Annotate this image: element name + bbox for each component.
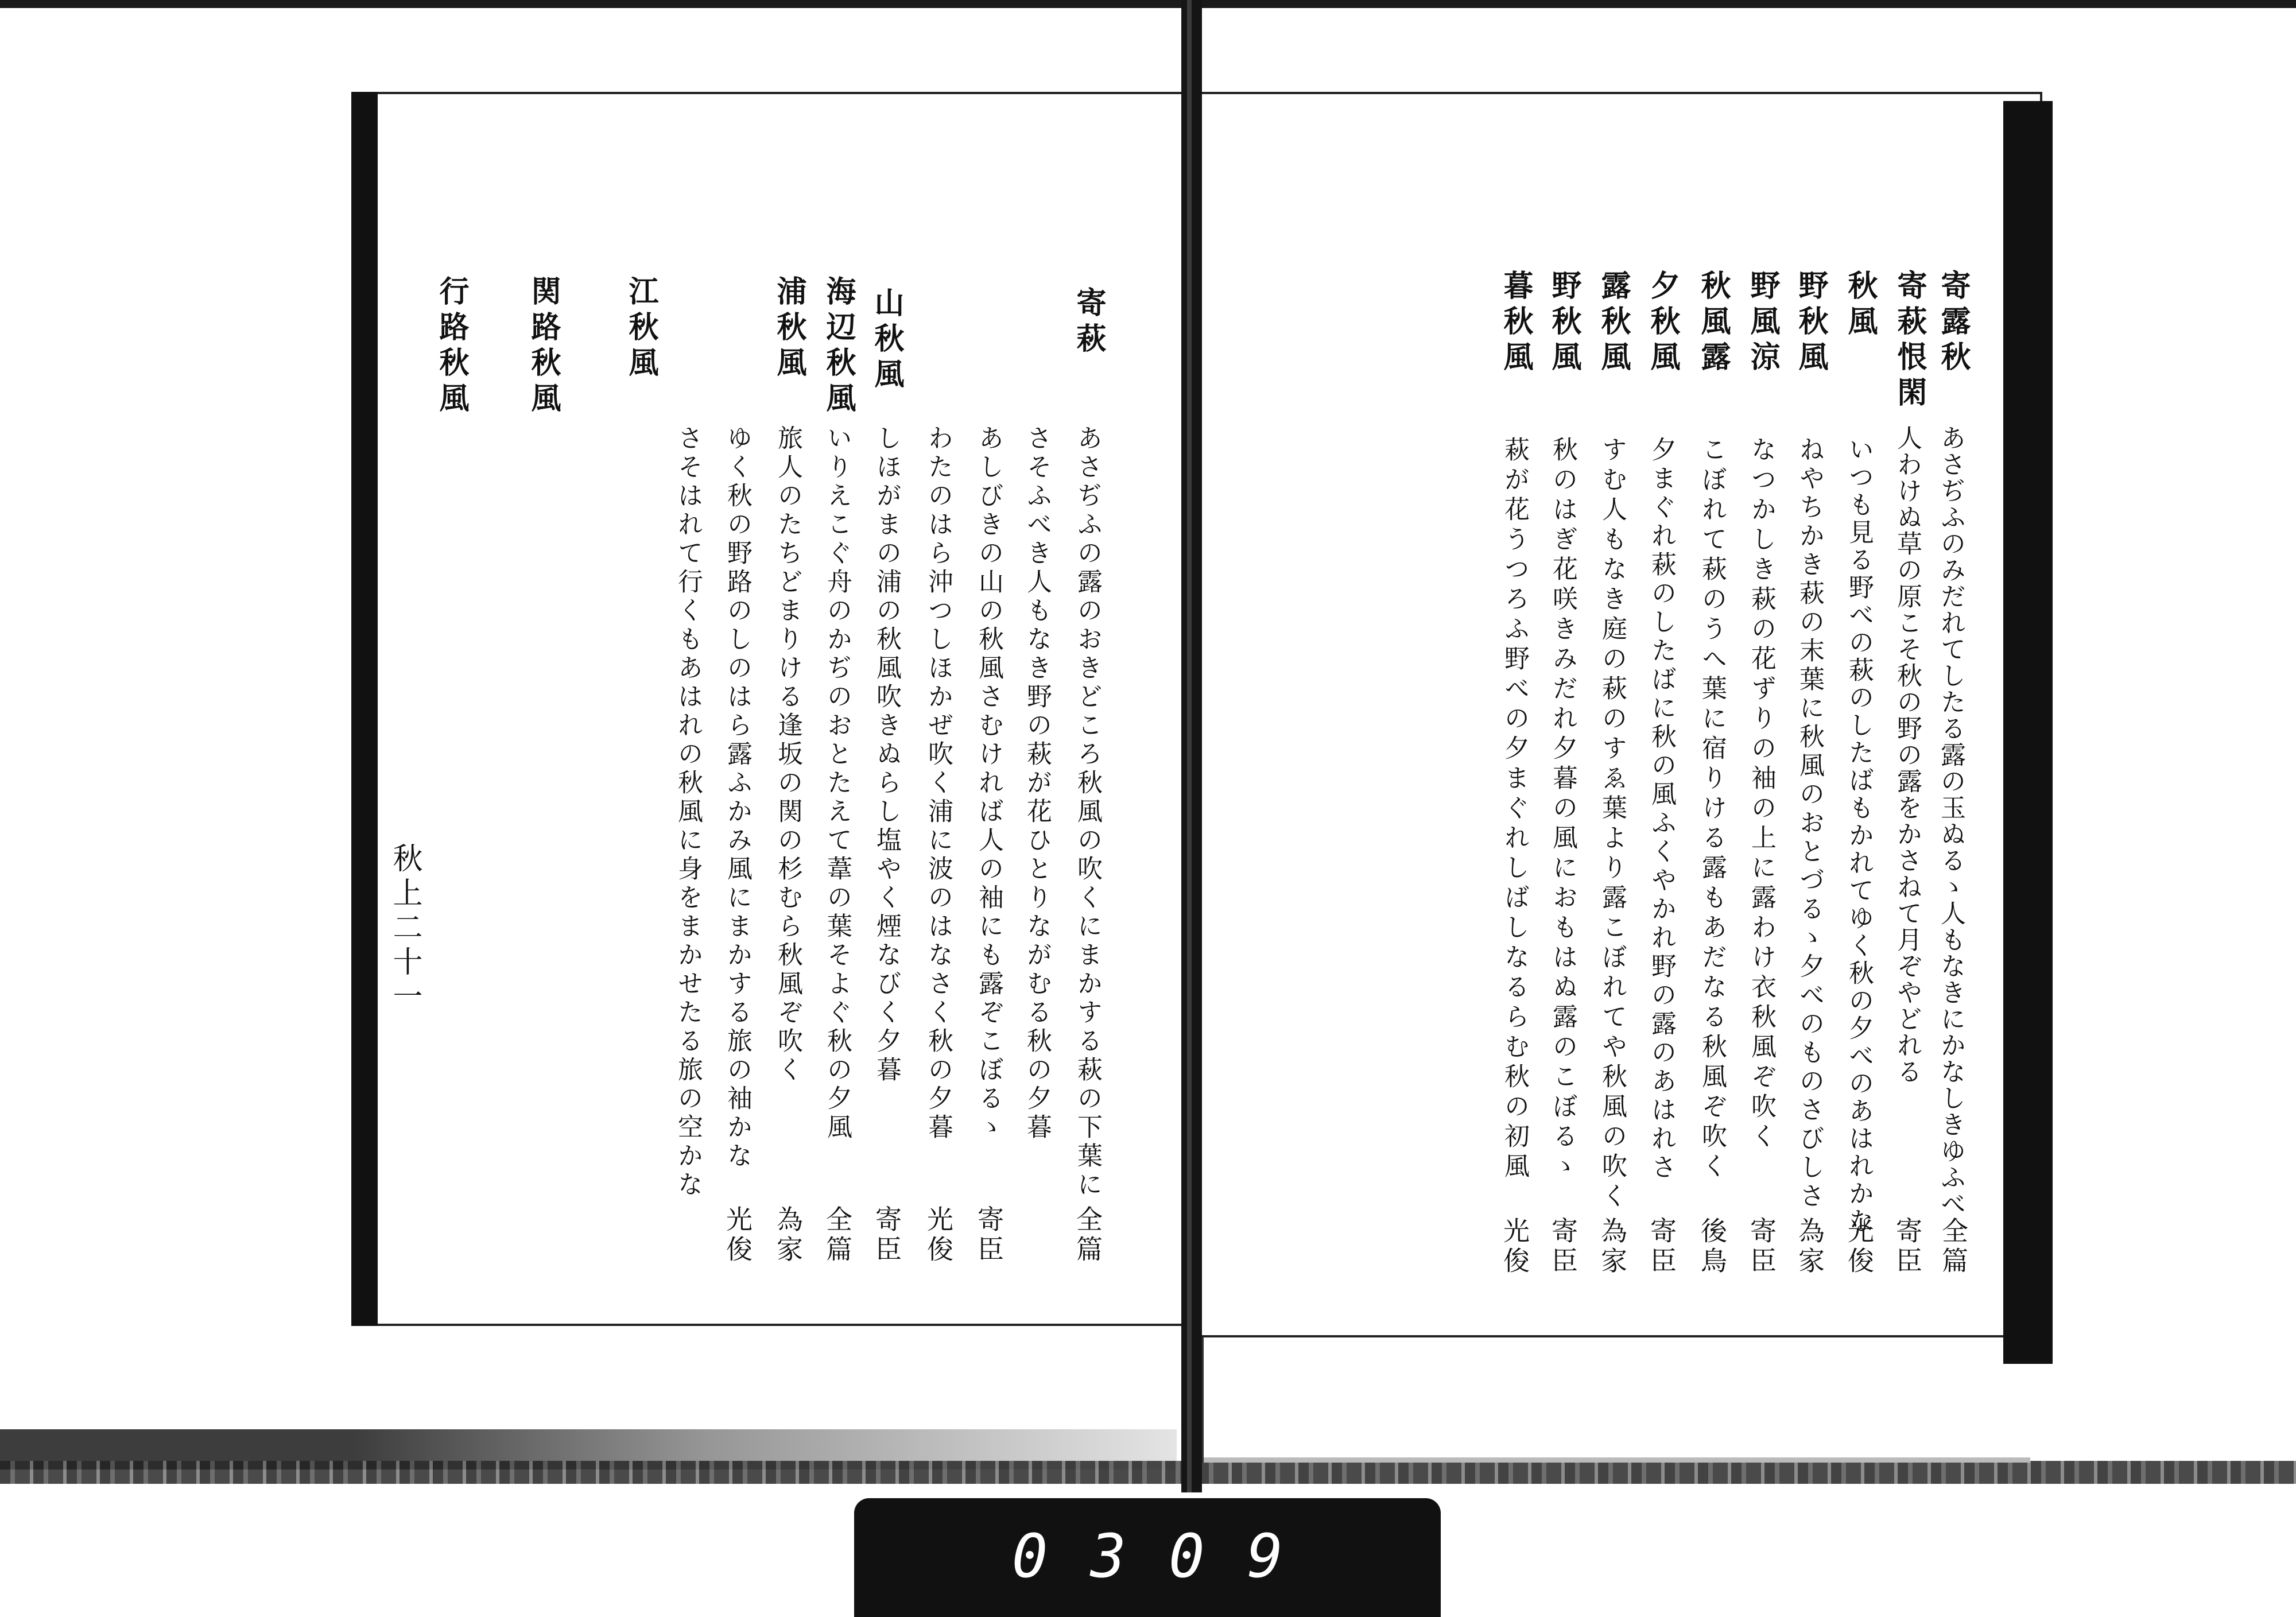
page-number: 秋上二十一: [387, 843, 422, 1015]
poem-line: 萩が花うつろふ野べの夕まぐれしばしなるらむ秋の初風: [1500, 436, 1529, 1182]
poem-author: 寄臣: [1548, 1217, 1578, 1277]
poem-author: 全篇: [822, 1205, 853, 1265]
poem-title: 江秋風: [623, 276, 658, 382]
poem-author: 寄臣: [871, 1205, 902, 1265]
poem-author: 寄臣: [1746, 1217, 1777, 1277]
poem-author: 光俊: [1499, 1217, 1530, 1277]
poem-line: こぼれて萩のうへ葉に宿りける露もあだなる秋風ぞ吹く: [1697, 436, 1727, 1182]
left-page: [351, 92, 1182, 1326]
poem-author: 全篇: [1072, 1205, 1103, 1265]
poem-title: 行路秋風: [434, 276, 469, 418]
poem-title: 野秋風: [1793, 270, 1828, 377]
poem-line: なつかしき萩の花ずりの袖の上に露わけ衣秋風ぞ吹く: [1747, 436, 1776, 1153]
poem-line: ねやちかき萩の末葉に秋風のおとづるゝ夕べのものさびしさ: [1795, 436, 1824, 1211]
poem-title: 秋風: [1843, 270, 1878, 341]
poem-line: さそはれて行くもあはれの秋風に身をまかせたる旅の空かな: [673, 425, 703, 1200]
poem-line: あさぢふのみだれてしたる露の玉ぬるゝ人もなきにかなしきゆふべ: [1936, 425, 1965, 1217]
poem-title: 露秋風: [1596, 270, 1631, 377]
scan-top-edge: [0, 0, 2296, 8]
poem-author: 光俊: [1844, 1217, 1875, 1277]
poem-line: ゆく秋の野路のしのはら露ふかみ風にまかする旅の袖かな: [723, 425, 752, 1171]
poem-author: 後鳥: [1697, 1217, 1728, 1277]
poem-line: あしびきの山の秋風さむければ人の袖にも露ぞこぼるゝ: [974, 425, 1003, 1142]
poem-line: さそふべき人もなき野の萩が花ひとりながむる秋の夕暮: [1022, 425, 1052, 1142]
poem-line: 秋のはぎ花咲きみだれ夕暮の風におもはぬ露のこぼるゝ: [1548, 436, 1577, 1182]
poem-line: すむ人もなき庭の萩のすゑ葉より露こぼれてや秋風の吹く: [1597, 436, 1627, 1212]
left-page-edge: [351, 92, 378, 1326]
gutter: [1181, 0, 1202, 1492]
poem-title: 野風涼: [1745, 270, 1780, 377]
poem-title: 野秋風: [1546, 270, 1581, 377]
poem-title: 寄露秋: [1936, 270, 1971, 377]
poem-title: 暮秋風: [1498, 270, 1533, 377]
poem-line: 旅人のたちどまりける逢坂の関の杉むら秋風ぞ吹く: [773, 425, 802, 1085]
poem-author: 為家: [1597, 1217, 1628, 1277]
poem-line: あさぢふの露のおきどころ秋風の吹くにまかする萩の下葉に: [1073, 425, 1102, 1200]
page-stack: [1202, 1331, 2030, 1463]
poem-title: 寄萩恨閑: [1892, 270, 1927, 412]
poem-author: 寄臣: [974, 1205, 1004, 1265]
poem-author: 寄臣: [1646, 1217, 1677, 1277]
poem-title: 浦秋風: [771, 276, 806, 382]
poem-author: 為家: [773, 1205, 804, 1265]
poem-title: 秋風露: [1696, 270, 1731, 377]
poem-author: 全篇: [1938, 1217, 1969, 1277]
poem-author: 為家: [1794, 1217, 1825, 1277]
film-frame-number: 0309: [1011, 1521, 1326, 1591]
poem-line: しほがまの浦の秋風吹きぬらし塩やく煙なびく夕暮: [872, 425, 901, 1085]
poem-author: 寄臣: [1892, 1217, 1923, 1277]
poem-title: 関路秋風: [526, 276, 561, 418]
poem-author: 光俊: [722, 1205, 753, 1265]
poem-line: いつも見る野べの萩のしたばもかれてゆく秋の夕べのあはれかな: [1844, 436, 1874, 1235]
gutter-highlight: [1187, 0, 1192, 1492]
poem-line: 夕まぐれ萩のしたばに秋の風ふくやかれ野の露のあはれさ: [1647, 436, 1676, 1182]
poem-line: いりえこぐ舟のかぢのおとたえて葦の葉そよぐ秋の夕風: [823, 425, 852, 1142]
poem-title: 山秋風: [869, 287, 904, 394]
scan-band: [0, 1461, 2296, 1484]
poem-title: 寄萩: [1071, 287, 1106, 358]
poem-line: 人わけぬ草の原こそ秋の野の露をかさねて月ぞやどれる: [1892, 425, 1922, 1085]
poem-line: わたのはら沖つしほかぜ吹く浦に波のはなさく秋の夕暮: [924, 425, 953, 1142]
poem-author: 光俊: [923, 1205, 954, 1265]
right-page-edge: [2003, 101, 2053, 1364]
poem-title: 海辺秋風: [821, 276, 856, 418]
poem-title: 夕秋風: [1645, 270, 1680, 377]
